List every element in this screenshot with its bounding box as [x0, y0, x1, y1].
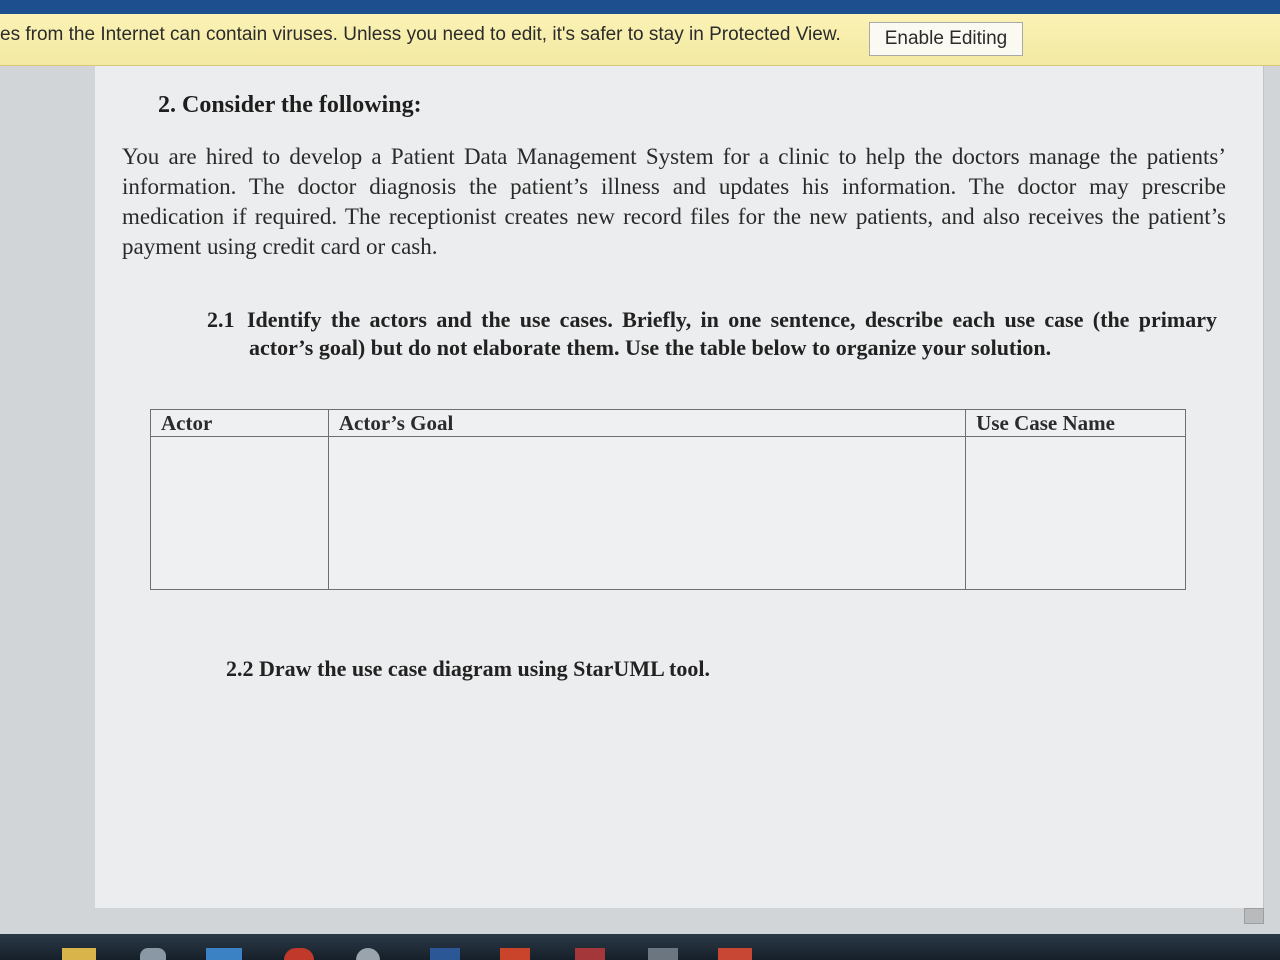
subquestion-2-1-number: 2.1	[207, 307, 235, 332]
app-icon[interactable]	[648, 948, 678, 960]
table-header-row	[151, 410, 1186, 437]
protected-view-message: es from the Internet can contain viruses. Unless you need to edit, it's safer to stay in Protected View.	[0, 24, 841, 45]
question-heading: 2. Consider the following:	[158, 92, 422, 118]
document-page[interactable]	[95, 66, 1264, 908]
access-icon[interactable]	[575, 948, 605, 960]
window-top-strip	[0, 0, 1280, 14]
question-body: You are hired to develop a Patient Data Management System for a clinic to help the doctors manage the patients’ information. The doctor diagnosis the patient’s illness and updates his information. The doctor may prescribe medication if required. The receptionist creates new record files for the new patients, and also receives the patient’s payment using credit card or cash.	[122, 144, 1226, 259]
app-icon[interactable]	[206, 948, 242, 960]
table-cell-use-case[interactable]	[966, 437, 1186, 590]
document-area[interactable]	[0, 66, 1280, 934]
table-cell-goal[interactable]	[328, 437, 965, 590]
table-header-use-case-name: Use Case Name	[966, 410, 1186, 437]
file-explorer-icon[interactable]	[62, 948, 96, 960]
app-icon[interactable]	[140, 948, 166, 960]
actor-goal-table	[150, 409, 1186, 590]
word-icon[interactable]	[430, 948, 460, 960]
taskbar	[0, 934, 1280, 960]
subquestion-2-1-text: Identify the actors and the use cases. Briefly, in one sentence, describe each use case (the primary actor’s goal) but do not elaborate them. Use the table below to organize your solution.	[247, 307, 1217, 360]
table-header-actor: Actor	[151, 410, 329, 437]
chrome-icon[interactable]	[284, 948, 314, 960]
view-layout-icon[interactable]	[1244, 908, 1264, 924]
protected-view-bar	[0, 14, 1280, 66]
app-icon[interactable]	[356, 948, 380, 960]
table-row	[151, 437, 1186, 590]
subquestion-2-1	[207, 306, 1217, 362]
table-header-actors-goal: Actor’s Goal	[328, 410, 965, 437]
powerpoint-icon[interactable]	[500, 948, 530, 960]
table-cell-actor[interactable]	[151, 437, 329, 590]
app-icon[interactable]	[718, 948, 752, 960]
subquestion-2-2: 2.2 Draw the use case diagram using StarUML tool.	[226, 656, 710, 681]
enable-editing-button[interactable]: Enable Editing	[869, 22, 1023, 56]
